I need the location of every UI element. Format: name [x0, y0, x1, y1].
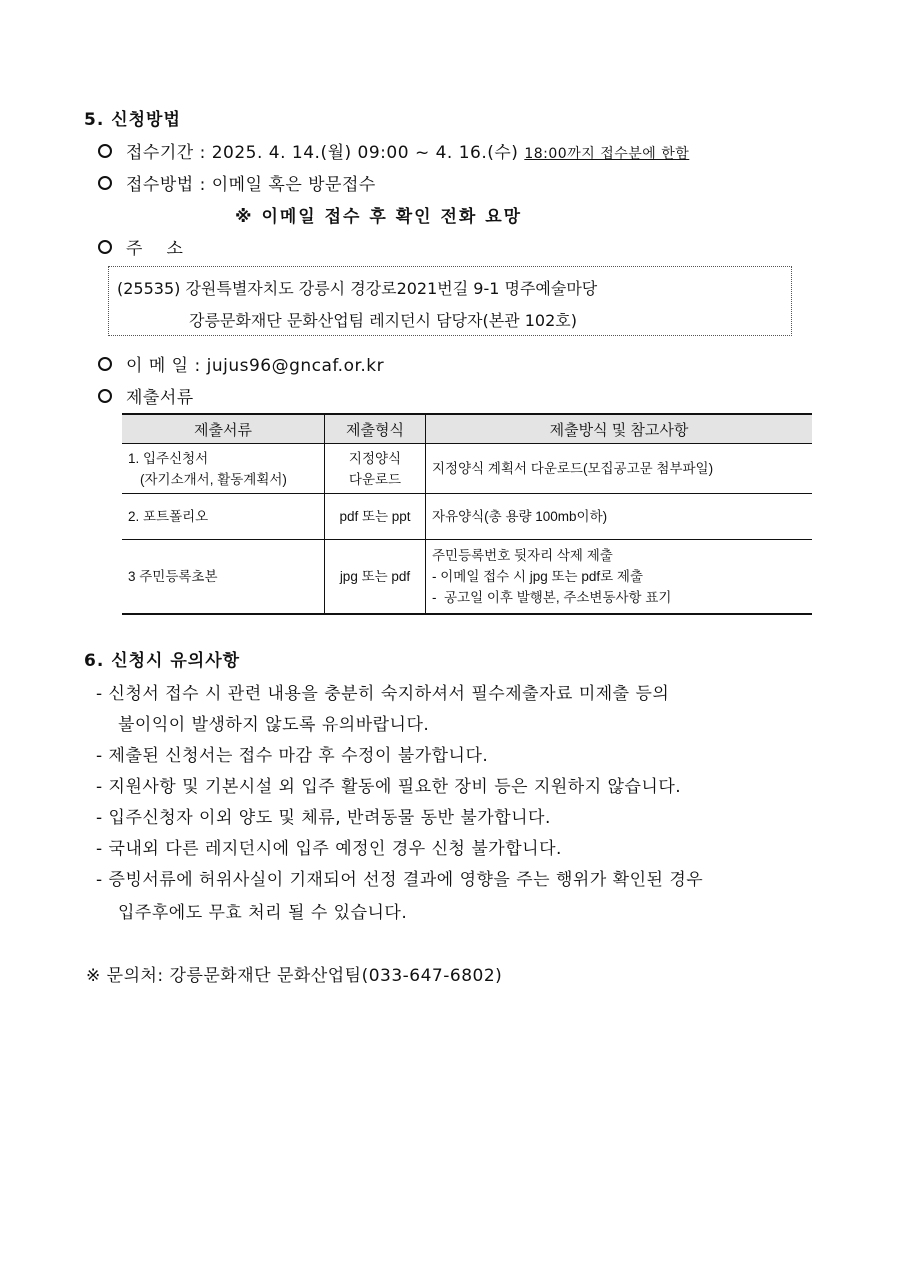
- caution-item: - 신청서 접수 시 관련 내용을 충분히 숙지하셔서 필수제출자료 미제출 등의: [96, 684, 670, 704]
- period-row: [98, 138, 689, 163]
- table-row: [122, 540, 812, 614]
- address-line-1: (25535) 강원특별자치도 강릉시 경강로2021번길 9-1 명주예술마당: [117, 279, 598, 298]
- cell-document: 2. 포트폴리오: [122, 494, 325, 540]
- address-line-2: 강릉문화재단 문화산업팀 레지던시 담당자(본관 102호): [189, 311, 577, 330]
- cell-document: [122, 444, 325, 494]
- cell-text: 1. 입주신청서: [128, 450, 209, 466]
- docs-label: 제출서류: [126, 388, 194, 408]
- table-row: [122, 444, 812, 494]
- cell-format: [325, 444, 426, 494]
- cell-text: - 이메일 접수 시 jpg 또는 pdf로 제출: [432, 568, 643, 584]
- circle-bullet-icon: [98, 357, 112, 371]
- circle-bullet-icon: [98, 240, 112, 254]
- cell-text: 주민등록번호 뒷자리 삭제 제출: [432, 547, 613, 563]
- caution-item: - 입주신청자 이외 양도 및 체류, 반려동물 동반 불가합니다.: [96, 808, 551, 828]
- address-label: 주 소: [126, 239, 184, 259]
- header-format: 제출형식: [325, 414, 426, 444]
- caution-item: - 제출된 신청서는 접수 마감 후 수정이 불가합니다.: [96, 746, 489, 766]
- header-method-notes: 제출방식 및 참고사항: [426, 414, 813, 444]
- email-label: 이 메 일 : jujus96@gncaf.or.kr: [126, 356, 385, 376]
- address-row: [98, 234, 183, 259]
- cell-document: 3 주민등록초본: [122, 540, 325, 614]
- method-row: [98, 170, 376, 195]
- period-note: 18:00까지 접수분에 한함: [524, 146, 690, 162]
- table-row: [122, 494, 812, 540]
- section6-title: 6. 신청시 유의사항: [84, 651, 241, 671]
- cell-text: (자기소개서, 활동계획서): [140, 471, 287, 487]
- call-notice: ※ 이메일 접수 후 확인 전화 요망: [235, 207, 523, 227]
- circle-bullet-icon: [98, 389, 112, 403]
- caution-item-continued: 입주후에도 무효 처리 될 수 있습니다.: [118, 903, 408, 923]
- documents-table: [122, 413, 812, 615]
- cell-notes: 지정양식 계획서 다운로드(모집공고문 첨부파일): [426, 444, 813, 494]
- method-label: 접수방법 : 이메일 혹은 방문접수: [126, 175, 376, 195]
- contact-info: ※ 문의처: 강릉문화재단 문화산업팀(033-647-6802): [86, 966, 503, 986]
- cell-format: jpg 또는 pdf: [325, 540, 426, 614]
- cell-text: 지정양식: [348, 450, 402, 466]
- email-row: [98, 351, 384, 376]
- circle-bullet-icon: [98, 176, 112, 190]
- cell-notes: 자유양식(총 용량 100mb이하): [426, 494, 813, 540]
- cell-format: pdf 또는 ppt: [325, 494, 426, 540]
- table-header-row: [122, 414, 812, 444]
- address-box: [108, 266, 792, 336]
- cell-notes: [426, 540, 813, 614]
- period-label: 접수기간 : 2025. 4. 14.(월) 09:00 ~ 4. 16.(수): [126, 143, 519, 163]
- section5-title: 5. 신청방법: [84, 110, 181, 130]
- docs-row: [98, 383, 194, 408]
- caution-item: - 국내외 다른 레지던시에 입주 예정인 경우 신청 불가합니다.: [96, 839, 562, 859]
- cell-text: - 공고일 이후 발행본, 주소변동사항 표기: [432, 589, 672, 605]
- circle-bullet-icon: [98, 144, 112, 158]
- cell-text: 다운로드: [348, 471, 402, 487]
- caution-item: - 지원사항 및 기본시설 외 입주 활동에 필요한 장비 등은 지원하지 않습니다.: [96, 777, 682, 797]
- header-document: 제출서류: [122, 414, 325, 444]
- caution-item-continued: 불이익이 발생하지 않도록 유의바랍니다.: [118, 715, 430, 735]
- caution-item: - 증빙서류에 허위사실이 기재되어 선정 결과에 영향을 주는 행위가 확인된 경우: [96, 870, 704, 890]
